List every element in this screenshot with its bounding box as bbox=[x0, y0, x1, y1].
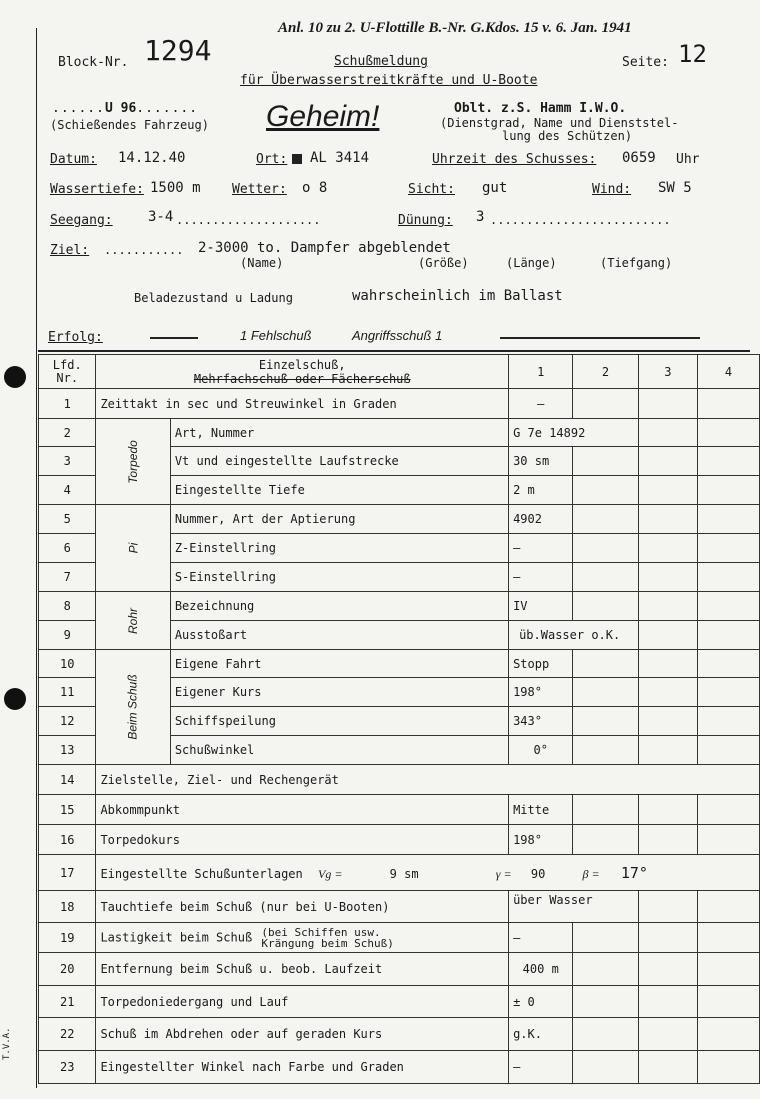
table-header-row bbox=[39, 355, 760, 389]
secret-stamp: Geheim! bbox=[266, 100, 380, 133]
time-unit: Uhr bbox=[676, 152, 700, 167]
row-value-1: 400 m bbox=[509, 953, 573, 986]
header-divider bbox=[38, 350, 750, 352]
row-label: Eigene Fahrt bbox=[170, 650, 508, 678]
row-number: 13 bbox=[39, 736, 96, 765]
block-label: Block-Nr. bbox=[58, 55, 129, 70]
row-label: Abkommpunkt bbox=[96, 795, 509, 825]
row-label: Schußwinkel bbox=[170, 736, 508, 765]
table-row bbox=[39, 795, 760, 825]
date-value: 14.12.40 bbox=[118, 150, 186, 166]
vessel-value: ......U 96....... bbox=[52, 101, 199, 116]
gamma-value: 90 bbox=[530, 866, 546, 881]
row-label: Eingestellter Winkel nach Farbe und Graden bbox=[96, 1051, 509, 1084]
row-label: Z-Einstellring bbox=[170, 534, 508, 563]
row-number: 7 bbox=[39, 563, 96, 592]
row-label: Zielstelle, Ziel- und Rechengerät bbox=[96, 765, 760, 795]
row-number: 4 bbox=[39, 476, 96, 505]
depth-value: 1500 m bbox=[150, 180, 201, 196]
row-number: 1 bbox=[39, 389, 96, 419]
row-number: 14 bbox=[39, 765, 96, 795]
group-pi: Pi bbox=[96, 505, 170, 592]
col-header-no: Lfd. Nr. bbox=[39, 355, 96, 389]
row-label: Eigener Kurs bbox=[170, 678, 508, 707]
row-label: Eingestellte Schußunterlagen bbox=[100, 866, 303, 881]
depth-label: Wassertiefe: bbox=[50, 182, 144, 197]
sea-label: Seegang: bbox=[50, 213, 113, 228]
row-value-1: g.K. bbox=[509, 1018, 573, 1051]
time-value: 0659 bbox=[622, 150, 656, 166]
table-row bbox=[39, 953, 760, 986]
table-row bbox=[39, 923, 760, 953]
row-label: S-Einstellring bbox=[170, 563, 508, 592]
officer-caption-line-2: lung des Schützen) bbox=[502, 129, 633, 143]
row-number: 2 bbox=[39, 419, 96, 447]
row-value-1: G 7e 14892 bbox=[509, 419, 639, 447]
row-label: Torpedokurs bbox=[96, 825, 509, 855]
row-value-1: – bbox=[509, 923, 573, 953]
group-rohr: Rohr bbox=[96, 592, 170, 650]
beta-label: β = bbox=[582, 866, 600, 881]
row-label: Nummer, Art der Aptierung bbox=[170, 505, 508, 534]
table-row bbox=[39, 419, 760, 447]
cargo-label: Beladezustand u Ladung bbox=[134, 291, 293, 305]
table-row bbox=[39, 389, 760, 419]
row-label: Tauchtiefe beim Schuß (nur bei U-Booten) bbox=[96, 891, 509, 923]
result-attack: Angriffsschuß 1 bbox=[352, 328, 443, 343]
officer-value: Oblt. z.S. Hamm I.W.O. bbox=[454, 101, 627, 116]
table-row bbox=[39, 891, 760, 923]
row-value-1: über Wasser bbox=[509, 891, 639, 923]
row-number: 11 bbox=[39, 678, 96, 707]
row-value-1: 0° bbox=[509, 736, 573, 765]
sight-value: gut bbox=[482, 180, 508, 196]
table-row bbox=[39, 855, 760, 891]
result-miss: 1 Fehlschuß bbox=[240, 328, 312, 343]
row-number: 16 bbox=[39, 825, 96, 855]
swell-label: Dünung: bbox=[398, 213, 453, 228]
row-value-1: 198° bbox=[509, 825, 573, 855]
left-margin-line bbox=[36, 28, 37, 1088]
row-number: 9 bbox=[39, 621, 96, 650]
row-number: 21 bbox=[39, 986, 96, 1018]
target-caption-name: (Name) bbox=[240, 256, 284, 270]
table-row bbox=[39, 650, 760, 678]
cargo-value: wahrscheinlich im Ballast bbox=[352, 288, 563, 304]
col-header-4: 4 bbox=[698, 355, 760, 389]
vg-label: Vg = bbox=[317, 866, 343, 881]
row-value-1: IV bbox=[509, 592, 573, 621]
row-label-note-2: Krängung beim Schuß) bbox=[261, 936, 394, 950]
shot-data-table bbox=[38, 354, 760, 1084]
strikeout-mark bbox=[500, 337, 700, 339]
row-number: 6 bbox=[39, 534, 96, 563]
target-label: Ziel: bbox=[50, 243, 90, 258]
officer-caption-line-1: (Dienstgrad, Name und Dienststel- bbox=[440, 116, 679, 130]
table-row bbox=[39, 1018, 760, 1051]
row-label: Torpedoniedergang und Lauf bbox=[96, 986, 509, 1018]
page-label: Seite: bbox=[622, 55, 669, 70]
vessel-caption: (Schießendes Fahrzeug) bbox=[50, 118, 209, 132]
place-value: AL 3414 bbox=[310, 150, 370, 166]
result-label: Erfolg: bbox=[48, 330, 103, 345]
target-caption-draft: (Tiefgang) bbox=[600, 256, 673, 270]
binder-hole bbox=[4, 366, 26, 388]
top-stamp: Anl. 10 zu 2. U-Flottille B.-Nr. G.Kdos. 15 v. 6. Jan. 1941 bbox=[278, 20, 632, 36]
swell-value: 3 bbox=[476, 209, 485, 225]
row-label: Zeittakt in sec und Streuwinkel in Graden bbox=[96, 389, 509, 419]
sea-dots: .................... bbox=[176, 213, 321, 227]
table-row bbox=[39, 825, 760, 855]
wind-value: SW 5 bbox=[658, 180, 692, 196]
row-value-1: Stopp bbox=[509, 650, 573, 678]
sight-label: Sicht: bbox=[408, 182, 455, 197]
row-value-1: 4902 bbox=[509, 505, 573, 534]
row-number: 10 bbox=[39, 650, 96, 678]
row-value-1: Mitte bbox=[509, 795, 573, 825]
date-label: Datum: bbox=[50, 152, 97, 167]
place-label: Ort: bbox=[256, 152, 288, 167]
binder-hole bbox=[4, 688, 26, 710]
row-value-1: 198° bbox=[509, 678, 573, 707]
row-value-1: – bbox=[509, 1051, 573, 1084]
margin-note: T.V.A. bbox=[2, 1027, 12, 1060]
row-label-note-1: (bei Schiffen usw. bbox=[261, 925, 381, 939]
row-value-1: – bbox=[509, 563, 573, 592]
col-header-2: 2 bbox=[573, 355, 638, 389]
row-label: Lastigkeit beim Schuß (bei Schiffen usw. Krängung beim Schuß) bbox=[96, 923, 509, 953]
row-label: Vt und eingestellte Laufstrecke bbox=[170, 447, 508, 476]
col-header-1: 1 bbox=[509, 355, 573, 389]
row-label: Schiffspeilung bbox=[170, 707, 508, 736]
wind-label: Wind: bbox=[592, 182, 632, 197]
group-torpedo: Torpedo bbox=[96, 419, 170, 505]
time-label: Uhrzeit des Schusses: bbox=[432, 152, 597, 167]
col-header-shot bbox=[96, 355, 509, 389]
table-row bbox=[39, 592, 760, 621]
gamma-label: γ = bbox=[495, 866, 512, 881]
row-value-1: 343° bbox=[509, 707, 573, 736]
weather-value: o 8 bbox=[302, 180, 328, 196]
row-label: Entfernung beim Schuß u. beob. Laufzeit bbox=[96, 953, 509, 986]
row-number: 15 bbox=[39, 795, 96, 825]
grid-square-icon bbox=[292, 154, 302, 164]
col-header-shot-struck: Mehrfachschuß oder Fächerschuß bbox=[193, 371, 411, 386]
row-value-1: 30 sm bbox=[509, 447, 573, 476]
group-beim-schuss: Beim Schuß bbox=[96, 650, 170, 765]
col-header-3: 3 bbox=[638, 355, 697, 389]
vg-value: 9 sm bbox=[389, 866, 419, 881]
page-number: 12 bbox=[678, 40, 707, 68]
table-row bbox=[39, 986, 760, 1018]
row-number: 19 bbox=[39, 923, 96, 953]
strikeout-mark bbox=[150, 337, 198, 339]
block-number: 1294 bbox=[144, 34, 212, 67]
table-row bbox=[39, 505, 760, 534]
row-number: 8 bbox=[39, 592, 96, 621]
row-number: 23 bbox=[39, 1051, 96, 1084]
row-label: Eingestellte Tiefe bbox=[170, 476, 508, 505]
col-header-shot-label: Einzelschuß, bbox=[258, 357, 346, 372]
beta-value: 17° bbox=[620, 863, 648, 882]
weather-label: Wetter: bbox=[232, 182, 287, 197]
row-17-values bbox=[96, 855, 760, 891]
target-dots: ........... bbox=[104, 243, 184, 257]
row-value-1: ± 0 bbox=[509, 986, 573, 1018]
row-value-1: – bbox=[509, 534, 573, 563]
form-title: Schußmeldung bbox=[334, 54, 428, 69]
table-row bbox=[39, 765, 760, 795]
swell-dots: ......................... bbox=[490, 213, 671, 227]
form-subtitle: für Überwasserstreitkräfte und U-Boote bbox=[240, 73, 538, 88]
row-number: 12 bbox=[39, 707, 96, 736]
row-number: 20 bbox=[39, 953, 96, 986]
table-row bbox=[39, 1051, 760, 1084]
row-number: 5 bbox=[39, 505, 96, 534]
row-label: Art, Nummer bbox=[170, 419, 508, 447]
row-value-1: üb.Wasser o.K. bbox=[509, 621, 639, 650]
target-value: 2-3000 to. Dampfer abgeblendet bbox=[198, 240, 451, 256]
target-caption-length: (Länge) bbox=[506, 256, 557, 270]
row-label: Schuß im Abdrehen oder auf geraden Kurs bbox=[96, 1018, 509, 1051]
row-number: 17 bbox=[39, 855, 96, 891]
sea-value: 3-4 bbox=[148, 209, 174, 225]
row-number: 22 bbox=[39, 1018, 96, 1051]
row-value-1: — bbox=[509, 389, 573, 419]
row-label: Ausstoßart bbox=[170, 621, 508, 650]
row-label: Bezeichnung bbox=[170, 592, 508, 621]
target-caption-size: (Größe) bbox=[418, 256, 469, 270]
row-number: 18 bbox=[39, 891, 96, 923]
row-value-1: 2 m bbox=[509, 476, 573, 505]
row-number: 3 bbox=[39, 447, 96, 476]
